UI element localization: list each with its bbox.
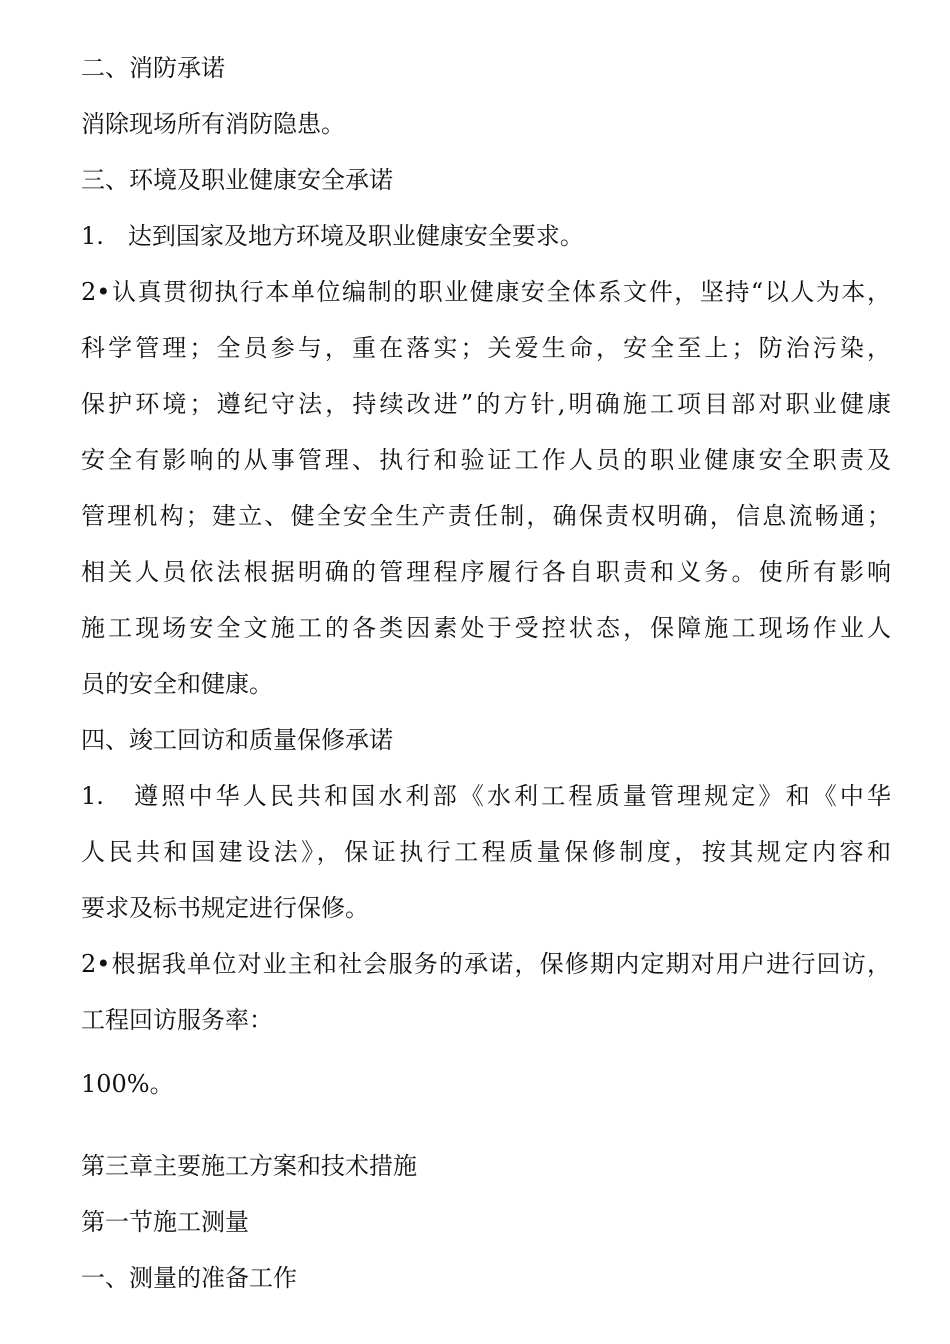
paragraph-line: 人民共和国建设法》，保证执行工程质量保修制度，按其规定内容和 (81, 838, 891, 866)
paragraph-line: 要求及标书规定进行保修。 (81, 894, 369, 922)
paragraph-line: 科学管理；全员参与，重在落实；关爱生命，安全至上；防治污染， (81, 334, 891, 362)
list-item-2-line: 2•根据我单位对业主和社会服务的承诺，保修期内定期对用户进行回访， (81, 950, 891, 978)
paragraph-line: 管理机构；建立、健全安全生产责任制，确保责权明确，信息流畅通； (81, 502, 891, 530)
section-one-title: 第一节施工测量 (81, 1208, 249, 1236)
paragraph-line: 相关人员依法根据明确的管理程序履行各自职责和义务。使所有影响 (81, 558, 891, 586)
chapter-three-title: 第三章主要施工方案和技术措施 (81, 1152, 417, 1180)
heading-environment-health-commitment: 三、环境及职业健康安全承诺 (81, 166, 393, 194)
paragraph-line: 消除现场所有消防隐患。 (81, 110, 345, 138)
paragraph-line: 员的安全和健康。 (81, 670, 273, 698)
list-item-1-line: 1. 达到国家及地方环境及职业健康安全要求。 (81, 222, 584, 250)
paragraph-line: 工程回访服务率： (81, 1006, 273, 1034)
subsection-title: 一、测量的准备工作 (81, 1264, 297, 1292)
list-item-1-line: 1. 遵照中华人民共和国水利部《水利工程质量管理规定》和《中华 (81, 782, 891, 810)
service-rate-value: 100%。 (81, 1070, 174, 1098)
heading-completion-warranty-commitment: 四、竣工回访和质量保修承诺 (81, 726, 393, 754)
list-item-2-line: 2•认真贯彻执行本单位编制的职业健康安全体系文件，坚持“以人为本， (81, 278, 891, 306)
paragraph-line: 安全有影响的从事管理、执行和验证工作人员的职业健康安全职责及 (81, 446, 891, 474)
heading-fire-commitment: 二、消防承诺 (81, 54, 225, 82)
paragraph-line: 保护环境；遵纪守法，持续改进”的方针,明确施工项目部对职业健康 (81, 390, 891, 418)
paragraph-line: 施工现场安全文施工的各类因素处于受控状态，保障施工现场作业人 (81, 614, 891, 642)
